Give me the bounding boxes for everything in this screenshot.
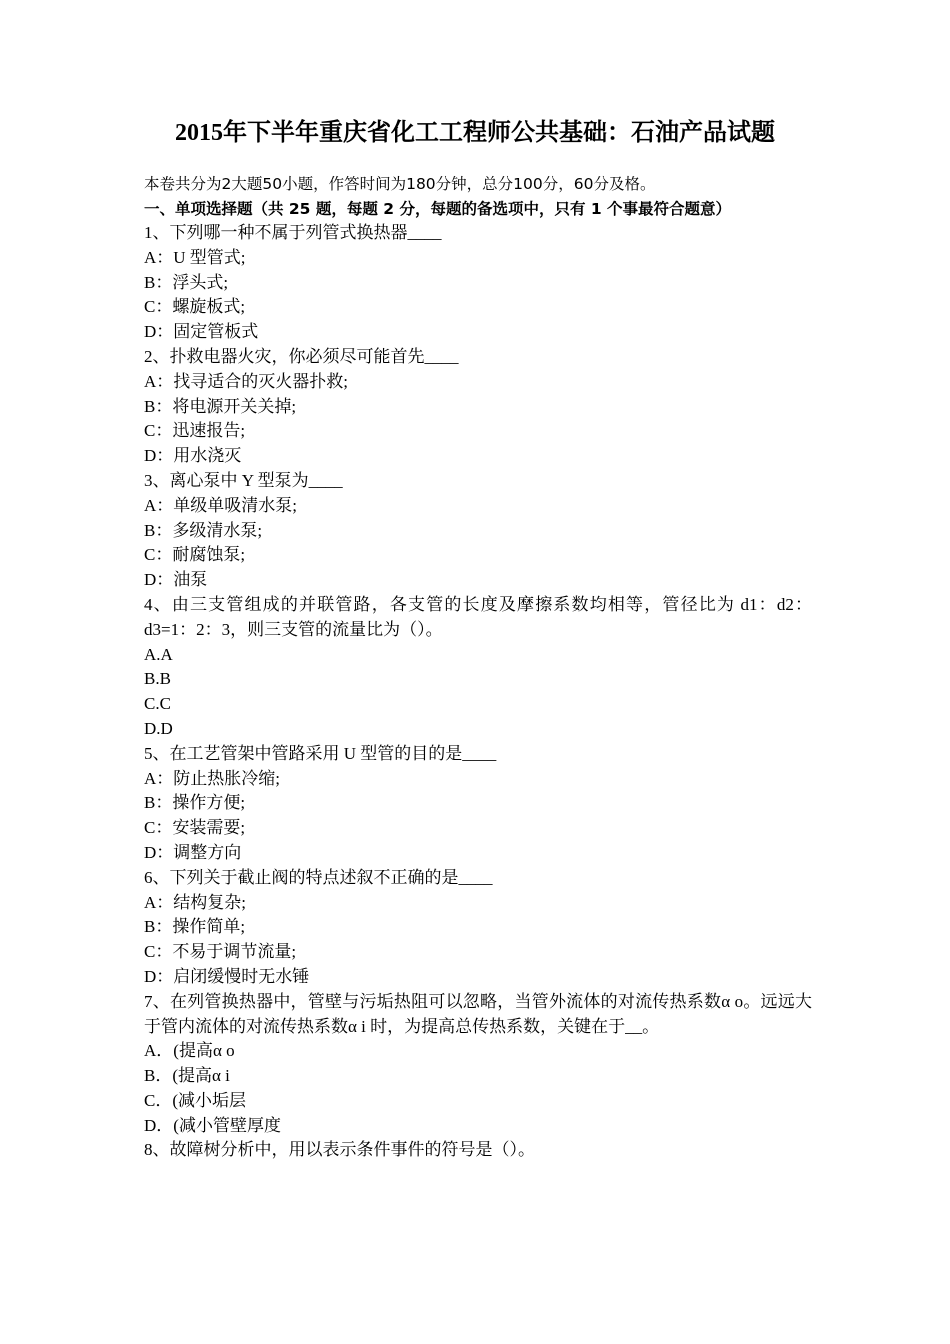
answer-option: C：安装需要; xyxy=(144,818,246,838)
question-6 xyxy=(144,866,812,990)
answer-option: A：结构复杂; xyxy=(144,892,246,912)
answer-option: C：螺旋板式; xyxy=(144,297,246,317)
answer-option: D：用水浇灭 xyxy=(144,446,242,466)
question-2 xyxy=(144,345,812,469)
answer-option: B．(提高α i xyxy=(144,1066,230,1086)
answer-option: C：耐腐蚀泵; xyxy=(144,545,246,565)
question-stem: 4、由三支管组成的并联管路，各支管的长度及摩擦系数均相等，管径比为 d1：d2：d3=1：2：3，则三支管的流量比为（）。 xyxy=(144,594,812,639)
question-stem: 7、在列管换热器中，管壁与污垢热阻可以忽略，当管外流体的对流传热系数α o。远远大于管内流体的对流传热系数α i 时，为提高总传热系数，关键在于__。 xyxy=(144,991,812,1036)
answer-option: B：多级清水泵; xyxy=(144,520,263,540)
answer-option: B：操作方便; xyxy=(144,793,246,813)
question-7 xyxy=(144,990,812,1139)
section-heading: 一、单项选择题（共 25 题，每题 2 分，每题的备选项中，只有 1 个事最符合题意） xyxy=(144,200,732,218)
answer-option: A.A xyxy=(144,644,173,664)
answer-option: B：将电源开关关掉; xyxy=(144,396,297,416)
question-stem: 3、离心泵中 Y 型泵为____ xyxy=(144,470,343,490)
question-8 xyxy=(144,1138,812,1163)
question-3 xyxy=(144,469,812,593)
answer-option: B.B xyxy=(144,669,171,689)
question-stem: 5、在工艺管架中管路采用 U 型管的目的是____ xyxy=(144,743,497,763)
answer-option: A：防止热胀冷缩; xyxy=(144,768,280,788)
answer-option: A：单级单吸清水泵; xyxy=(144,495,297,515)
answer-option: A：找寻适合的灭火器扑救; xyxy=(144,371,348,391)
answer-option: D：调整方向 xyxy=(144,842,242,862)
document-title: 2015年下半年重庆省化工工程师公共基础：石油产品试题 xyxy=(175,120,775,146)
answer-option: C：迅速报告; xyxy=(144,421,246,441)
question-stem: 6、下列关于截止阀的特点述叙不正确的是____ xyxy=(144,867,493,887)
question-4 xyxy=(144,593,812,742)
question-1 xyxy=(144,221,812,345)
answer-option: C.C xyxy=(144,694,171,714)
question-5 xyxy=(144,742,812,866)
question-stem: 8、故障树分析中，用以表示条件事件的符号是（）。 xyxy=(144,1140,535,1160)
answer-option: D：固定管板式 xyxy=(144,322,259,342)
document-body xyxy=(144,172,812,1163)
answer-option: D：油泵 xyxy=(144,570,208,590)
answer-option: B：浮头式; xyxy=(144,272,229,292)
answer-option: D．(减小管壁厚度 xyxy=(144,1115,281,1135)
answer-option: A：U 型管式; xyxy=(144,247,246,267)
answer-option: A．(提高α o xyxy=(144,1041,235,1061)
answer-option: D：启闭缓慢时无水锤 xyxy=(144,966,310,986)
question-stem: 1、下列哪一种不属于列管式换热器____ xyxy=(144,223,442,242)
answer-option: B：操作简单; xyxy=(144,917,246,937)
answer-option: C．(减小垢层 xyxy=(144,1090,246,1110)
answer-option: C：不易于调节流量; xyxy=(144,942,297,962)
answer-option: D.D xyxy=(144,718,173,738)
question-stem: 2、扑救电器火灾，你必须尽可能首先____ xyxy=(144,346,459,366)
exam-intro: 本卷共分为2大题50小题，作答时间为180分钟，总分100分，60分及格。 xyxy=(144,175,656,193)
